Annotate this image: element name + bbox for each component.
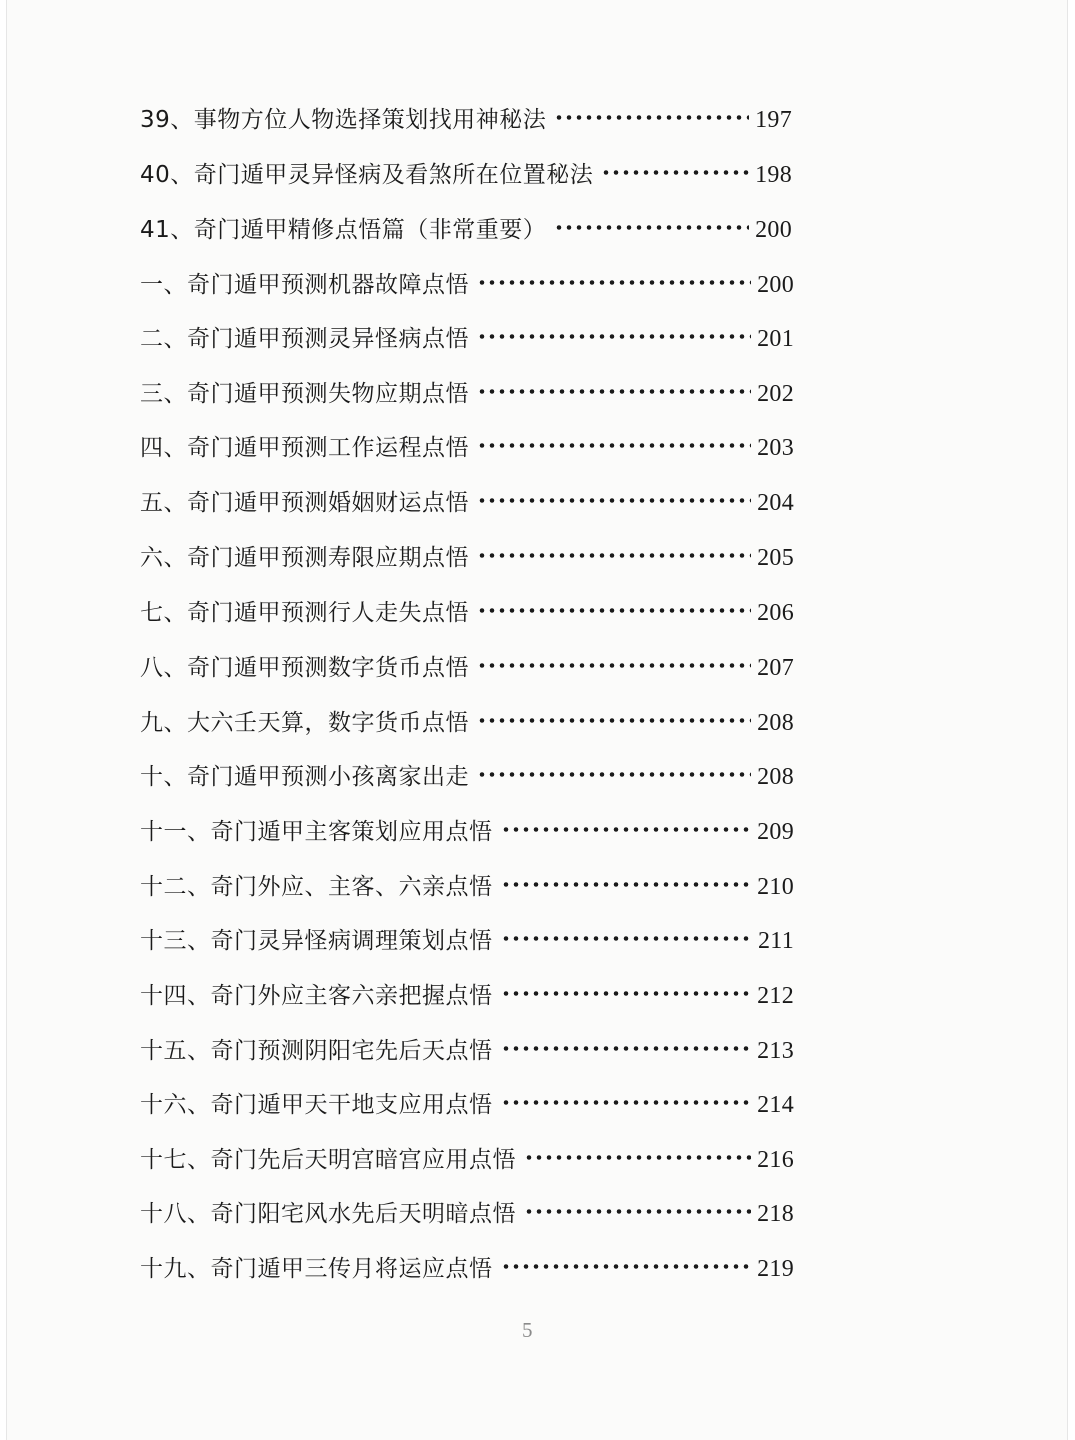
toc-entry-page: 208 xyxy=(757,709,794,736)
toc-entry-page: 200 xyxy=(755,216,792,243)
toc-dot-leader xyxy=(501,973,752,1013)
toc-entry-page: 202 xyxy=(757,380,794,407)
toc-entry xyxy=(140,262,794,302)
toc-entry xyxy=(140,535,794,575)
toc-entry xyxy=(140,973,794,1013)
toc-entry xyxy=(140,809,794,849)
toc-entry-title: 39、事物方位人物选择策划找用神秘法 xyxy=(140,106,547,133)
toc-entry-title: 40、奇门遁甲灵异怪病及看煞所在位置秘法 xyxy=(140,161,594,188)
toc-entry-title: 八、奇门遁甲预测数字货币点悟 xyxy=(140,654,469,681)
toc-entry-title: 十七、奇门先后天明宫暗宫应用点悟 xyxy=(140,1146,516,1173)
toc-entry-page: 211 xyxy=(757,927,794,954)
toc-dot-leader xyxy=(501,809,752,849)
toc-dot-leader xyxy=(524,1137,751,1177)
toc-entry-title: 41、奇门遁甲精修点悟篇（非常重要） xyxy=(140,216,547,243)
toc-entry-page: 204 xyxy=(757,489,794,516)
toc-dot-leader xyxy=(477,754,751,794)
toc-dot-leader xyxy=(601,152,749,192)
toc-entry xyxy=(140,864,794,904)
toc-entry-page: 213 xyxy=(757,1037,794,1064)
toc-entry xyxy=(140,1246,794,1286)
toc-entry-page: 198 xyxy=(755,161,792,188)
toc-entry xyxy=(140,207,792,247)
toc-entry xyxy=(140,754,794,794)
document-page xyxy=(6,0,1068,1440)
toc-entry-title: 六、奇门遁甲预测寿限应期点悟 xyxy=(140,544,469,571)
toc-entry-page: 203 xyxy=(757,434,794,461)
toc-entry-page: 201 xyxy=(757,325,794,352)
table-of-contents xyxy=(7,0,1067,1440)
toc-entry-page: 212 xyxy=(757,982,794,1009)
toc-dot-leader xyxy=(477,316,751,356)
toc-entry-title: 十四、奇门外应主客六亲把握点悟 xyxy=(140,982,493,1009)
toc-entry xyxy=(140,700,794,740)
toc-entry-title: 十一、奇门遁甲主客策划应用点悟 xyxy=(140,818,493,845)
page-number: 5 xyxy=(522,1318,533,1342)
toc-entry-title: 一、奇门遁甲预测机器故障点悟 xyxy=(140,271,469,298)
toc-dot-leader xyxy=(501,864,752,904)
toc-entry xyxy=(140,97,792,137)
toc-entry xyxy=(140,1082,794,1122)
toc-entry-page: 214 xyxy=(757,1091,794,1118)
toc-entry-title: 二、奇门遁甲预测灵异怪病点悟 xyxy=(140,325,469,352)
toc-entry xyxy=(140,1137,794,1177)
toc-entry xyxy=(140,371,794,411)
toc-entry-page: 200 xyxy=(757,271,794,298)
toc-dot-leader xyxy=(477,425,751,465)
toc-dot-leader xyxy=(477,371,751,411)
toc-entry-title: 十九、奇门遁甲三传月将运应点悟 xyxy=(140,1255,493,1282)
toc-entry-title: 九、大六壬天算，数字货币点悟 xyxy=(140,709,469,736)
toc-dot-leader xyxy=(554,97,749,137)
toc-entry-title: 十三、奇门灵异怪病调理策划点悟 xyxy=(140,927,493,954)
toc-entry-title: 十、奇门遁甲预测小孩离家出走 xyxy=(140,763,469,790)
toc-entry-title: 十八、奇门阳宅风水先后天明暗点悟 xyxy=(140,1200,516,1227)
toc-entry-title: 七、奇门遁甲预测行人走失点悟 xyxy=(140,599,469,626)
toc-entry-page: 206 xyxy=(757,599,794,626)
toc-entry xyxy=(140,590,794,630)
toc-dot-leader xyxy=(501,918,752,958)
toc-entry-title: 十五、奇门预测阴阳宅先后天点悟 xyxy=(140,1037,493,1064)
toc-dot-leader xyxy=(477,645,751,685)
toc-entry xyxy=(140,645,794,685)
toc-dot-leader xyxy=(524,1191,751,1231)
toc-entry-title: 十二、奇门外应、主客、六亲点悟 xyxy=(140,873,493,900)
toc-entry-page: 197 xyxy=(755,106,792,133)
toc-entry-title: 五、奇门遁甲预测婚姻财运点悟 xyxy=(140,489,469,516)
toc-entry-page: 219 xyxy=(757,1255,794,1282)
toc-dot-leader xyxy=(501,1028,752,1068)
toc-entry-title: 十六、奇门遁甲天干地支应用点悟 xyxy=(140,1091,493,1118)
toc-dot-leader xyxy=(477,262,751,302)
toc-entry xyxy=(140,1028,794,1068)
toc-dot-leader xyxy=(554,207,749,247)
toc-entry-title: 四、奇门遁甲预测工作运程点悟 xyxy=(140,434,469,461)
toc-entry xyxy=(140,1191,794,1231)
toc-dot-leader xyxy=(501,1246,752,1286)
toc-entry-title: 三、奇门遁甲预测失物应期点悟 xyxy=(140,380,469,407)
toc-dot-leader xyxy=(477,535,751,575)
toc-entry-page: 218 xyxy=(757,1200,794,1227)
toc-entry-page: 210 xyxy=(757,873,794,900)
toc-entry-page: 207 xyxy=(757,654,794,681)
toc-entry-page: 205 xyxy=(757,544,794,571)
toc-entry-page: 208 xyxy=(757,763,794,790)
toc-dot-leader xyxy=(477,590,751,630)
toc-entry xyxy=(140,425,794,465)
toc-entry-page: 216 xyxy=(757,1146,794,1173)
toc-entry xyxy=(140,316,794,356)
toc-dot-leader xyxy=(501,1082,752,1122)
toc-entry xyxy=(140,152,792,192)
toc-entry xyxy=(140,918,794,958)
toc-entry-page: 209 xyxy=(757,818,794,845)
toc-entry xyxy=(140,480,794,520)
toc-dot-leader xyxy=(477,700,751,740)
toc-dot-leader xyxy=(477,480,751,520)
